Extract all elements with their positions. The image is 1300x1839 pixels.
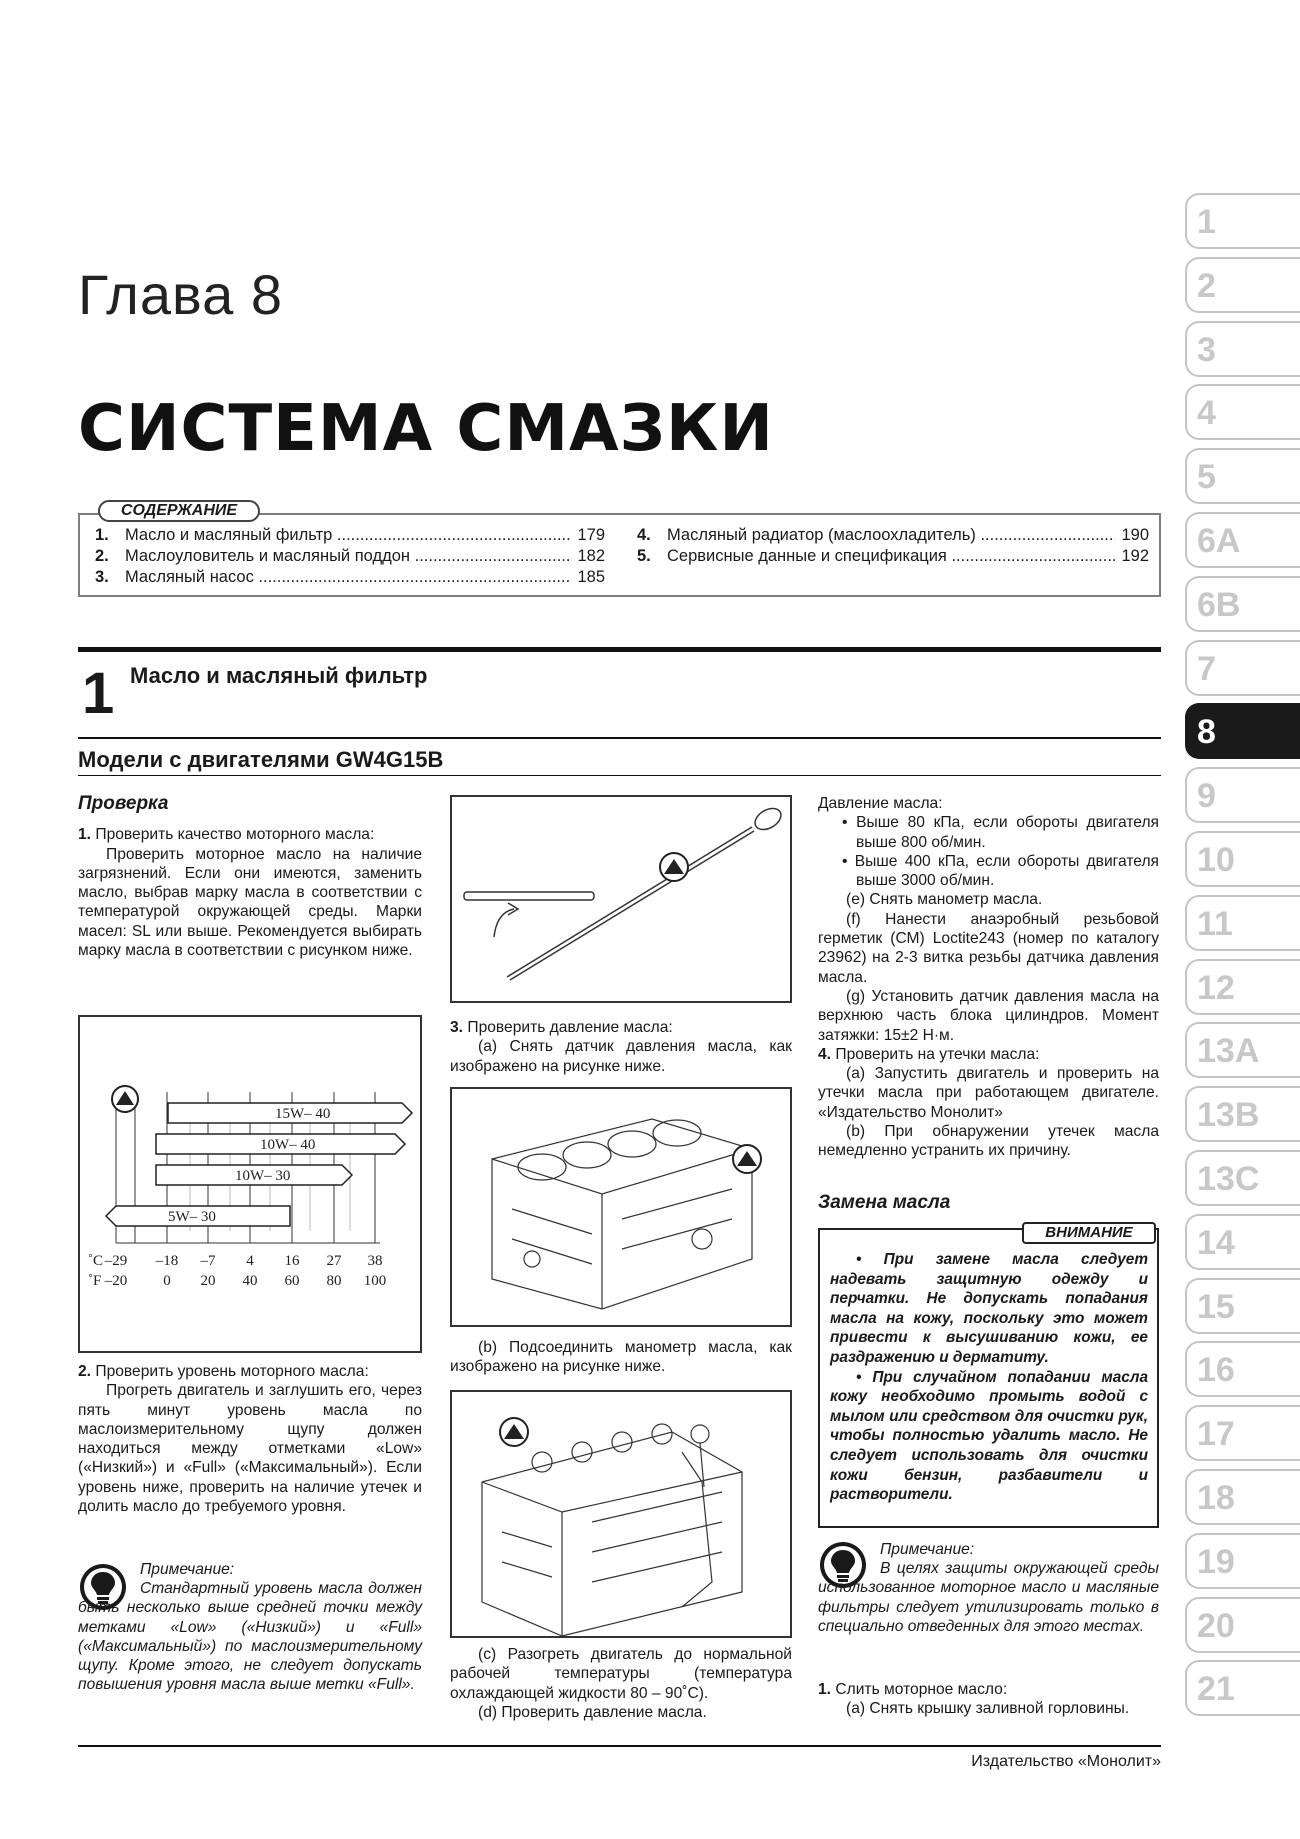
para: (d) Проверить давление масла. — [478, 1703, 707, 1721]
bullet-item: • Выше 80 кПа, если обороты двигателя выше 800 об/мин. — [818, 813, 1159, 852]
warning-text — [830, 1250, 1148, 1505]
celsius-unit: ˚С — [88, 1253, 103, 1269]
celsius-tick: 38 — [367, 1253, 383, 1269]
chapter-label: Глава 8 — [78, 263, 283, 326]
column-1 — [78, 792, 422, 960]
chapter-tab-3[interactable]: 3 — [1185, 321, 1300, 377]
chapter-tab-18[interactable]: 18 — [1185, 1469, 1300, 1525]
subsection-title: Модели с двигателями GW4G15B — [78, 747, 444, 772]
toc-item-page: 190 — [1121, 526, 1149, 544]
engine-block-illustration — [452, 1089, 790, 1325]
fahrenheit-tick: –20 — [104, 1273, 128, 1289]
chapter-tab-14[interactable]: 14 — [1185, 1214, 1300, 1270]
column-3-lower — [818, 1680, 1159, 1719]
toc-item[interactable] — [95, 547, 605, 566]
toc-item-text: Маслоуловитель и масляный поддон ..... — [125, 547, 571, 566]
chapter-tab-20[interactable]: 20 — [1185, 1597, 1300, 1653]
grade-label: 10W– 30 — [235, 1168, 291, 1184]
toc-item[interactable] — [637, 547, 1149, 566]
celsius-tick: 27 — [326, 1253, 342, 1269]
column-2-lower — [450, 1645, 792, 1722]
chapter-tab-10[interactable]: 10 — [1185, 831, 1300, 887]
viscosity-chart — [78, 1015, 422, 1353]
chapter-tab-5[interactable]: 5 — [1185, 448, 1300, 504]
para: (e) Снять манометр масла. — [846, 891, 1043, 909]
chapter-tab-19[interactable]: 19 — [1185, 1533, 1300, 1589]
publisher-logo-icon — [500, 1418, 528, 1446]
toc-item[interactable] — [95, 526, 605, 545]
note-title: Примечание: — [880, 1541, 975, 1558]
toc-item-page: 182 — [577, 547, 605, 565]
para: 1. Слить моторное масло: — [818, 1681, 1008, 1698]
chapter-tab-8[interactable]: 8 — [1185, 703, 1300, 759]
column-1-lower — [78, 1362, 422, 1516]
toc-item[interactable] — [637, 526, 1149, 545]
chapter-tab-13a[interactable]: 13A — [1185, 1022, 1300, 1078]
column-2 — [450, 1018, 792, 1076]
chapter-tab-9[interactable]: 9 — [1185, 767, 1300, 823]
column-2-mid — [450, 1338, 792, 1377]
toc-item-num: 3. — [95, 568, 109, 586]
celsius-tick: –29 — [104, 1253, 128, 1269]
para: Проверить моторное масло на наличие загрязнений. Если они имеются, заменить масло, выбрав марку масла в соответствии с температурой окружающей среды. Марки масел: SL или выше. Рекомендуется выбирать марку масла в соответствии с рисунком ниже. — [78, 845, 422, 960]
toc-item-page: 179 — [577, 526, 605, 544]
viscosity-chart-svg — [80, 1017, 420, 1351]
para: (a) Запустить двигатель и проверить на утечки масла при работающем двигателе. «Издательство Монолит» — [818, 1065, 1159, 1121]
chapter-tab-21[interactable]: 21 — [1185, 1660, 1300, 1716]
para: 2. Проверить уровень моторного масла: — [78, 1363, 369, 1380]
note-title: Примечание: — [140, 1561, 235, 1578]
toc-item-num: 2. — [95, 547, 109, 565]
fahrenheit-tick: 40 — [242, 1273, 258, 1289]
publisher-logo-icon — [112, 1086, 138, 1112]
chapter-tab-2[interactable]: 2 — [1185, 257, 1300, 313]
fahrenheit-tick: 100 — [363, 1273, 387, 1289]
chapter-tab-7[interactable]: 7 — [1185, 640, 1300, 696]
note-text: Стандартный уровень масла должен быть несколько выше средней точки между метками «Low» («Низкий») и «Full» («Максимальный») по маслоизмерительному щупу. Кроме этого, не следует допускать повышения уровня масла выше метки «Full». — [78, 1580, 422, 1694]
chapter-title: СИСТЕМА СМАЗКИ — [78, 392, 774, 466]
toc-item-page: 185 — [577, 568, 605, 586]
bullet-item: • Выше 400 кПа, если обороты двигателя выше 3000 об/мин. — [818, 852, 1159, 891]
toc-item-num: 1. — [95, 526, 109, 544]
para: (a) Снять крышку заливной горловины. — [846, 1700, 1130, 1718]
heading-check: Проверка — [78, 793, 169, 814]
publisher-logo-icon — [733, 1145, 761, 1173]
toc-item-num: 5. — [637, 547, 651, 565]
para: Прогреть двигатель и заглушить его, через пять минут уровень масла по маслоизмерительному щупу должен находиться между отметками «Low» («Низкий») и «Full» («Максимальный»). Если уровень ниже, проверить на наличие утечек и долить масло до требуемого уровня. — [78, 1382, 422, 1516]
para: (g) Установить датчик давления масла на верхнюю часть блока цилиндров. Момент затяжки: 15±2 Н·м. — [818, 987, 1159, 1044]
grade-label: 5W– 30 — [168, 1209, 216, 1225]
subsection-underline — [78, 775, 1161, 776]
chapter-tab-6a[interactable]: 6A — [1185, 512, 1300, 568]
engine-gauge-figure — [450, 1390, 792, 1638]
toc-label: СОДЕРЖАНИЕ — [98, 500, 260, 522]
bullet-dot: • — [856, 1368, 873, 1386]
chapter-tab-13c[interactable]: 13C — [1185, 1150, 1300, 1206]
subsection-rule — [78, 737, 1161, 739]
toc-item-text: Масляный радиатор (маслоохладитель) ..... — [667, 526, 1115, 545]
toc-item-text: Сервисные данные и спецификация ..... — [667, 547, 1115, 566]
celsius-tick: 16 — [284, 1253, 300, 1269]
para: (b) При обнаружении утечек масла немедленно устранить их причину. — [818, 1123, 1159, 1160]
chapter-tab-1[interactable]: 1 — [1185, 193, 1300, 249]
chapter-tab-4[interactable]: 4 — [1185, 384, 1300, 440]
engine-block-figure — [450, 1087, 792, 1327]
celsius-tick: –18 — [155, 1253, 179, 1269]
para: (c) Разогреть двигатель до нормальной рабочей температуры (температура охлаждающей жидкости 80 – 90˚С). — [450, 1646, 792, 1702]
section-rule — [78, 647, 1161, 652]
column-3 — [818, 794, 1159, 1161]
para: Давление масла: — [818, 795, 943, 812]
grade-label: 10W– 40 — [260, 1137, 316, 1153]
para: (f) Нанести анаэробный резьбовой герметик (СМ) Loctite243 (номер по каталогу 23962) на 2-3 витка резьбы датчика давления масла. — [818, 910, 1159, 986]
toc-item-num: 4. — [637, 526, 651, 544]
toc-item-text: Масляный насос ..... — [125, 568, 571, 587]
warning-label: ВНИМАНИЕ — [1022, 1222, 1156, 1244]
para: 4. Проверить на утечки масла: — [818, 1045, 1040, 1063]
celsius-tick: –7 — [200, 1253, 216, 1269]
chapter-tab-6b[interactable]: 6B — [1185, 576, 1300, 632]
dipstick-figure — [450, 795, 792, 1003]
para: (b) Подсоединить манометр масла, как изображено на рисунке ниже. — [450, 1339, 792, 1376]
toc-item-text: Масло и масляный фильтр ..... — [125, 526, 571, 545]
publisher-footer: Издательство «Монолит» — [971, 1753, 1161, 1770]
warning-item: • При замене масла следует надевать защитную одежду и перчатки. Не допускать попадания масла на кожу, поскольку это может привести к высушиванию кожи, ее раздражению и дерматиту. — [830, 1251, 1149, 1366]
engine-gauge-illustration — [452, 1392, 790, 1636]
bullet-dot: • — [856, 1251, 884, 1268]
footer-rule — [78, 1745, 1161, 1747]
chapter-tab-17[interactable]: 17 — [1185, 1405, 1300, 1461]
section-title: Масло и масляный фильтр — [130, 663, 428, 688]
para: (a) Снять датчик давления масла, как изображено на рисунке ниже. — [450, 1038, 792, 1075]
warning-item: • При случайном попадании масла кожу необходимо промыть водой с мылом или средством для очистки рук, чтобы полностью удалить масло. Не следует использовать для очистки кожи бензин, разбавители и растворители. — [830, 1368, 1149, 1504]
fahrenheit-tick: 0 — [163, 1273, 171, 1289]
celsius-tick: 4 — [246, 1253, 254, 1269]
para: 3. Проверить давление масла: — [450, 1019, 673, 1036]
section-number: 1 — [82, 661, 115, 726]
chapter-tab-12[interactable]: 12 — [1185, 959, 1300, 1015]
fahrenheit-tick: 60 — [284, 1273, 300, 1289]
chapter-tab-13b[interactable]: 13B — [1185, 1086, 1300, 1142]
chapter-tab-11[interactable]: 11 — [1185, 895, 1300, 951]
heading-oil-change: Замена масла — [818, 1192, 951, 1213]
toc-item[interactable] — [95, 568, 605, 587]
toc-item-page: 192 — [1121, 547, 1149, 565]
chapter-tab-15[interactable]: 15 — [1185, 1278, 1300, 1334]
publisher-logo-icon — [660, 853, 688, 881]
grade-label: 15W– 40 — [275, 1106, 331, 1122]
chapter-tab-16[interactable]: 16 — [1185, 1341, 1300, 1397]
note-text: В целях защиты окружающей среды использованное моторное масло и масляные фильтры следует утилизировать только в специально отведенных для этого местах. — [818, 1560, 1159, 1635]
para: 1. Проверить качество моторного масла: — [78, 826, 375, 844]
fahrenheit-unit: ˚F — [88, 1273, 102, 1289]
fahrenheit-tick: 80 — [326, 1273, 342, 1289]
fahrenheit-tick: 20 — [200, 1273, 216, 1289]
dipstick-illustration — [452, 797, 790, 1001]
